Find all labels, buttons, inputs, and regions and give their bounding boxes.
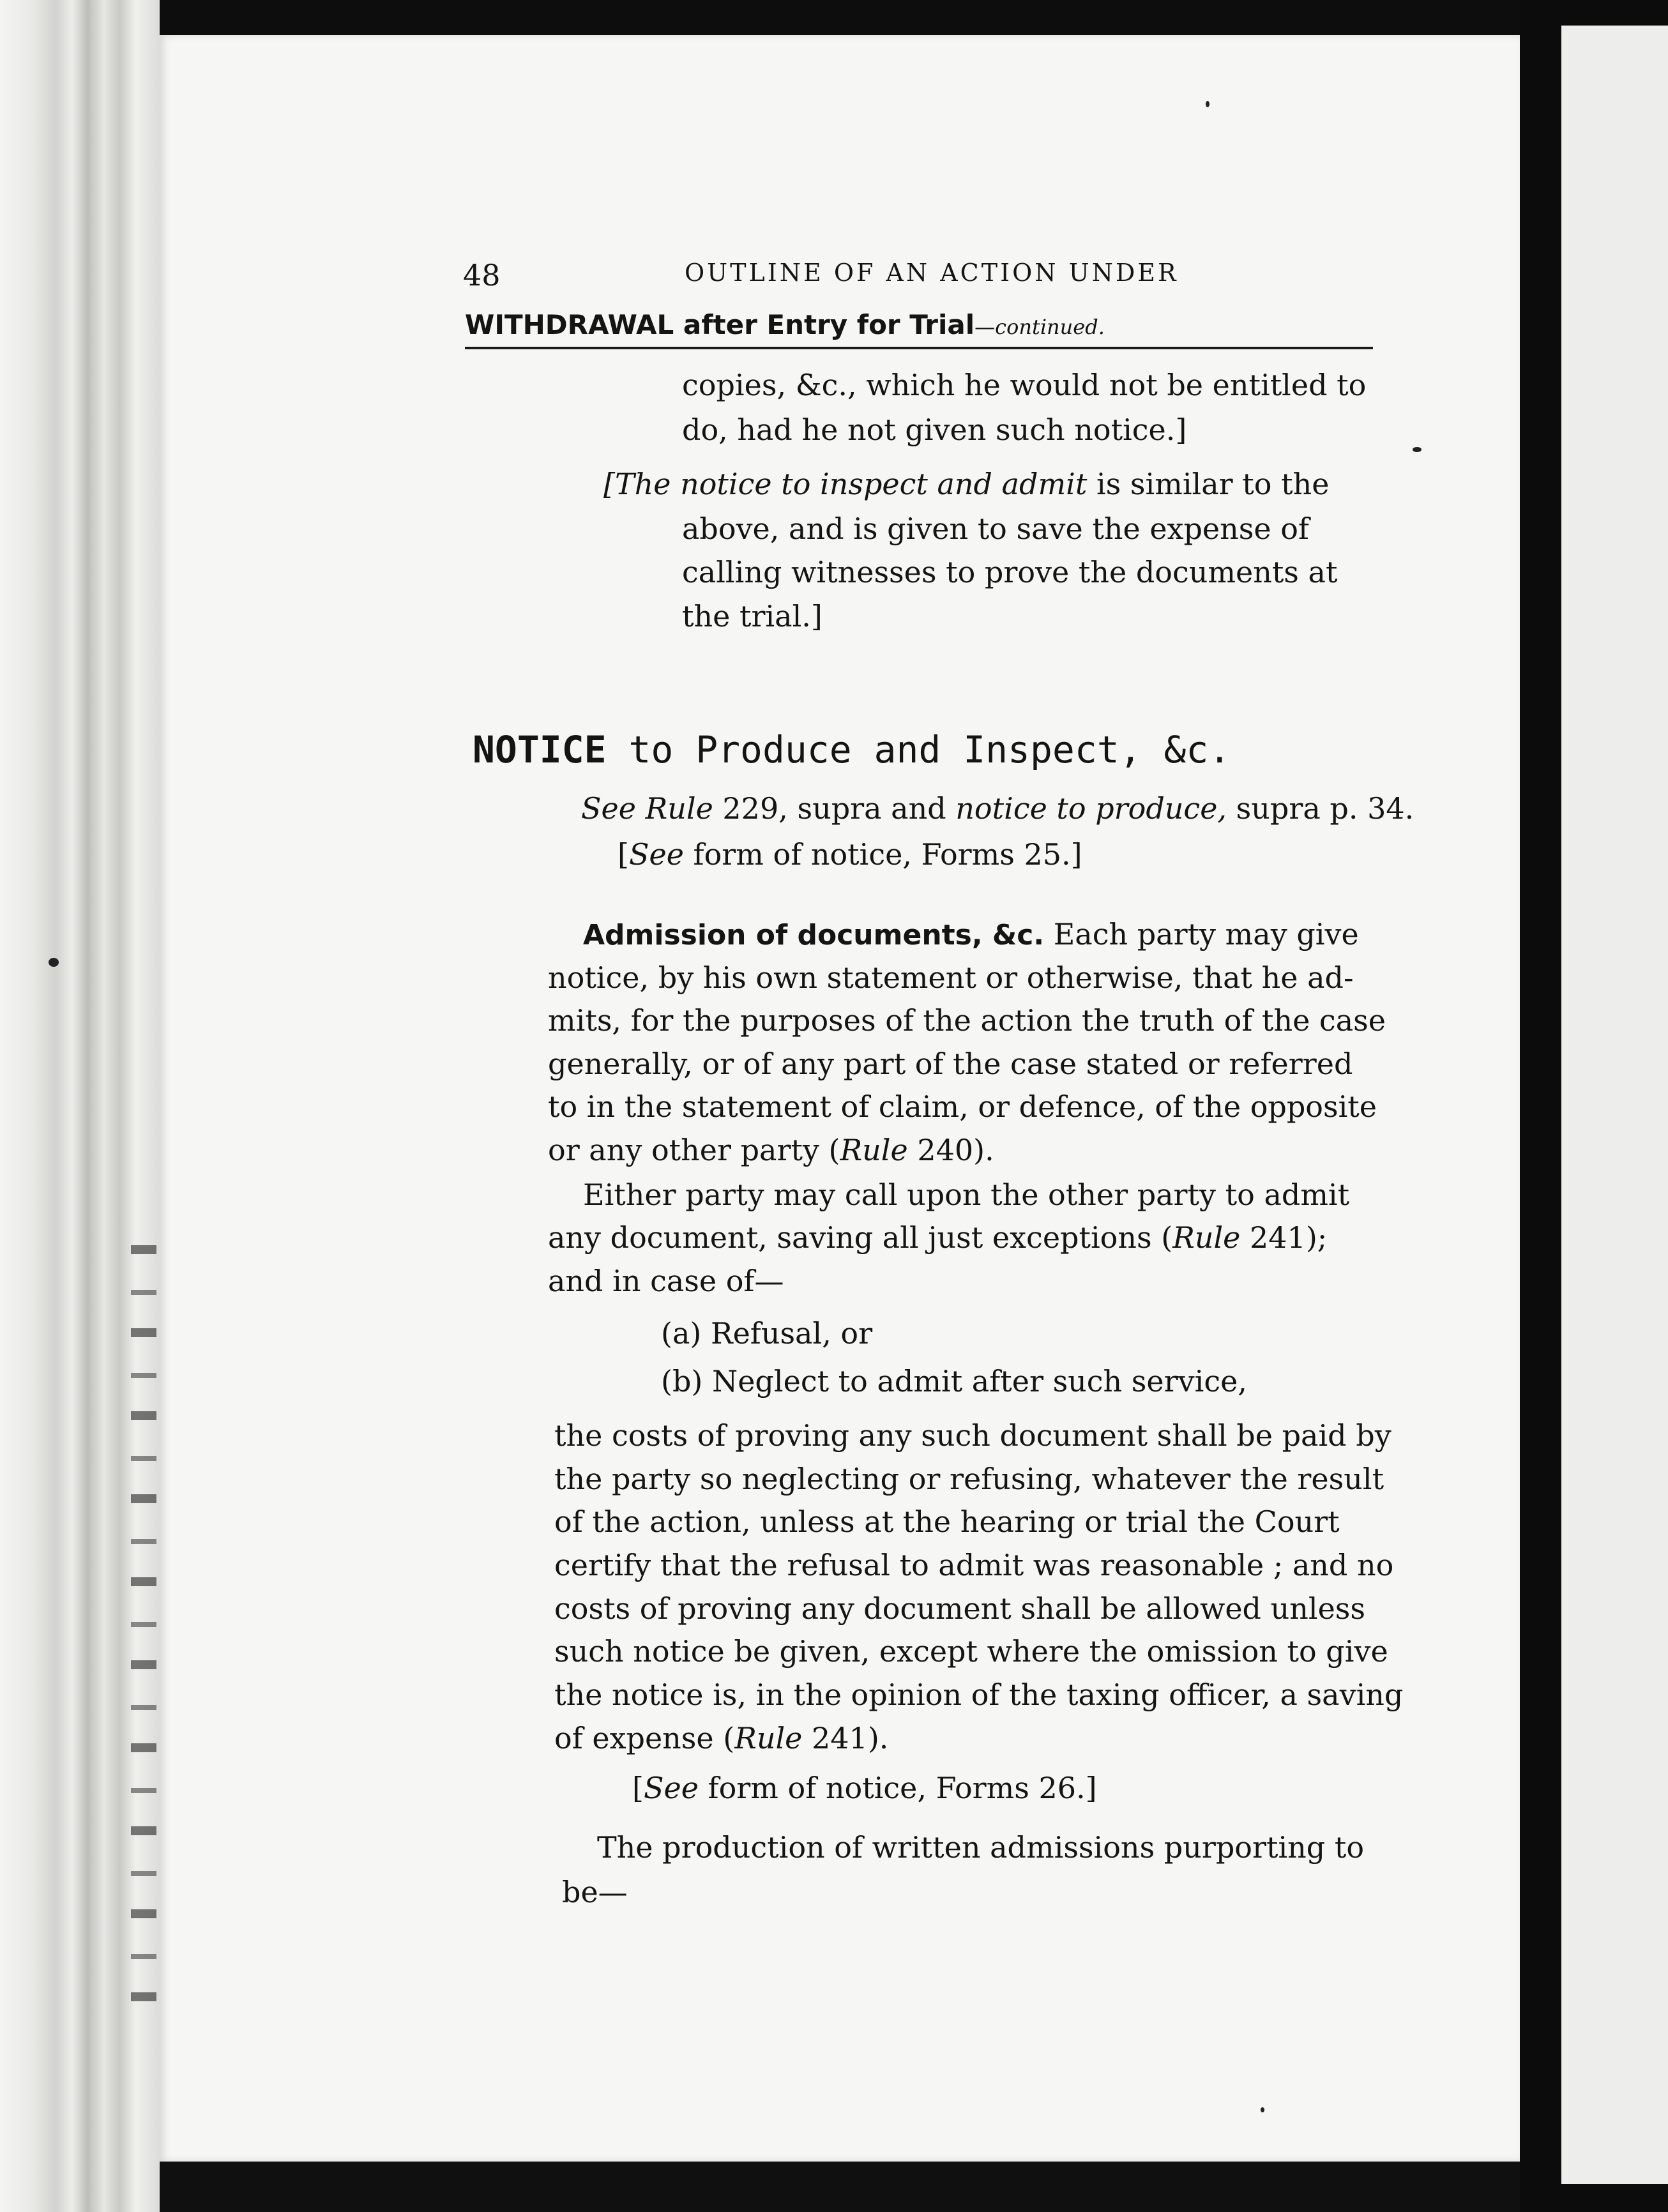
text-line: of the action, unless at the hearing or trial the Court: [554, 1504, 1340, 1539]
text-line-rule-241b: [554, 1723, 888, 1753]
page-number: 48: [463, 258, 501, 292]
rule-italic: Rule: [645, 791, 713, 826]
text-line-rule-241: [548, 1220, 1328, 1255]
text-line: calling witnesses to prove the documents at: [682, 555, 1338, 589]
text-line: be—: [562, 1875, 628, 1909]
text-line: do, had he not given such notice.]: [682, 413, 1187, 447]
text-line: copies, &c., which he would not be entitled to: [682, 368, 1367, 402]
text-line: to in the statement of claim, or defence, of the opposite: [548, 1089, 1377, 1124]
header-rule: [465, 347, 1373, 349]
form-note-25: [618, 837, 1082, 872]
scan-speck: [1413, 447, 1422, 452]
rule-italic: Rule: [734, 1721, 803, 1755]
section-continued: —continued.: [974, 315, 1105, 339]
running-head: OUTLINE OF AN ACTION UNDER: [685, 259, 1179, 287]
notice-heading: [473, 728, 1231, 771]
text-line: notice, by his own statement or otherwise, that he ad-: [548, 960, 1354, 995]
text-line: The production of written admissions purporting to: [597, 1830, 1365, 1865]
text-line: the party so neglecting or refusing, whatever the result: [554, 1462, 1384, 1496]
text-line: such notice be given, except where the omission to give: [554, 1634, 1388, 1669]
costs-last-pre: of expense (: [554, 1721, 735, 1755]
bracket-open: [: [618, 837, 629, 872]
line2-pre: any document, saving all just exceptions (: [548, 1220, 1173, 1255]
text-line: the costs of proving any such document shall be paid by: [554, 1418, 1391, 1453]
bracket-note-italic: [The notice to inspect and admit: [603, 467, 1088, 501]
text-line: certify that the refusal to admit was reasonable ; and no: [554, 1548, 1394, 1582]
costs-last-post: 241).: [802, 1721, 889, 1755]
section-title: [465, 309, 1105, 340]
bracket-note-rest: is similar to the: [1087, 467, 1330, 501]
form-note-26: [632, 1773, 1097, 1803]
text-line: costs of proving any document shall be allowed unless: [554, 1591, 1366, 1626]
form-note-rest: form of notice, Forms 25.]: [683, 837, 1082, 872]
text-line: the trial.]: [682, 599, 823, 633]
see-italic: See: [643, 1771, 699, 1805]
form-note-rest: form of notice, Forms 26.]: [698, 1771, 1097, 1805]
line2-post: 241);: [1240, 1220, 1328, 1255]
admission-first-line-rest: Each party may give: [1044, 917, 1359, 951]
scan-bottom-border: [160, 2162, 1520, 2212]
list-item-b: (b) Neglect to admit after such service,: [661, 1364, 1247, 1398]
see-italic: See: [581, 791, 636, 826]
text-line: mits, for the purposes of the action the truth of the case: [548, 1003, 1386, 1038]
see-rule-line: [581, 791, 1414, 826]
list-item-a: (a) Refusal, or: [661, 1316, 873, 1351]
admission-first-line: [583, 917, 1359, 951]
rule-italic: Rule: [1172, 1220, 1241, 1255]
facing-page-edge: [1561, 26, 1668, 2184]
rule-italic: Rule: [840, 1133, 908, 1167]
text-line: above, and is given to save the expense of: [682, 511, 1309, 546]
rule240-pre: or any other party (: [548, 1133, 840, 1167]
scan-speck: [49, 958, 59, 967]
see-rule-end: supra p. 34.: [1227, 791, 1414, 826]
bracket-open: [: [632, 1771, 644, 1805]
text-line: and in case of—: [548, 1264, 784, 1298]
scan-speck: [1261, 2107, 1264, 2112]
text-line: generally, or of any part of the case stated or referred: [548, 1047, 1353, 1081]
text-line: the notice is, in the opinion of the taxing officer, a saving: [554, 1678, 1404, 1712]
notice-heading-bold: NOTICE: [473, 728, 607, 771]
see-italic: See: [628, 837, 684, 872]
bracket-note-line: [603, 469, 1329, 499]
scan-speck: [1206, 101, 1209, 107]
page-edge-marks: [131, 1245, 156, 2011]
section-title-text: WITHDRAWAL after Entry for Trial: [465, 309, 975, 340]
notice-to-produce-italic: notice to produce,: [955, 791, 1227, 826]
notice-heading-rest: to Produce and Inspect, &c.: [606, 728, 1231, 771]
rule240-post: 240).: [907, 1133, 994, 1167]
admission-heading: Admission of documents, &c.: [583, 919, 1045, 951]
see-rule-mid: 229, supra and: [713, 791, 956, 826]
text-line-rule-240: [548, 1135, 994, 1165]
text-line: Either party may call upon the other party to admit: [583, 1178, 1350, 1212]
